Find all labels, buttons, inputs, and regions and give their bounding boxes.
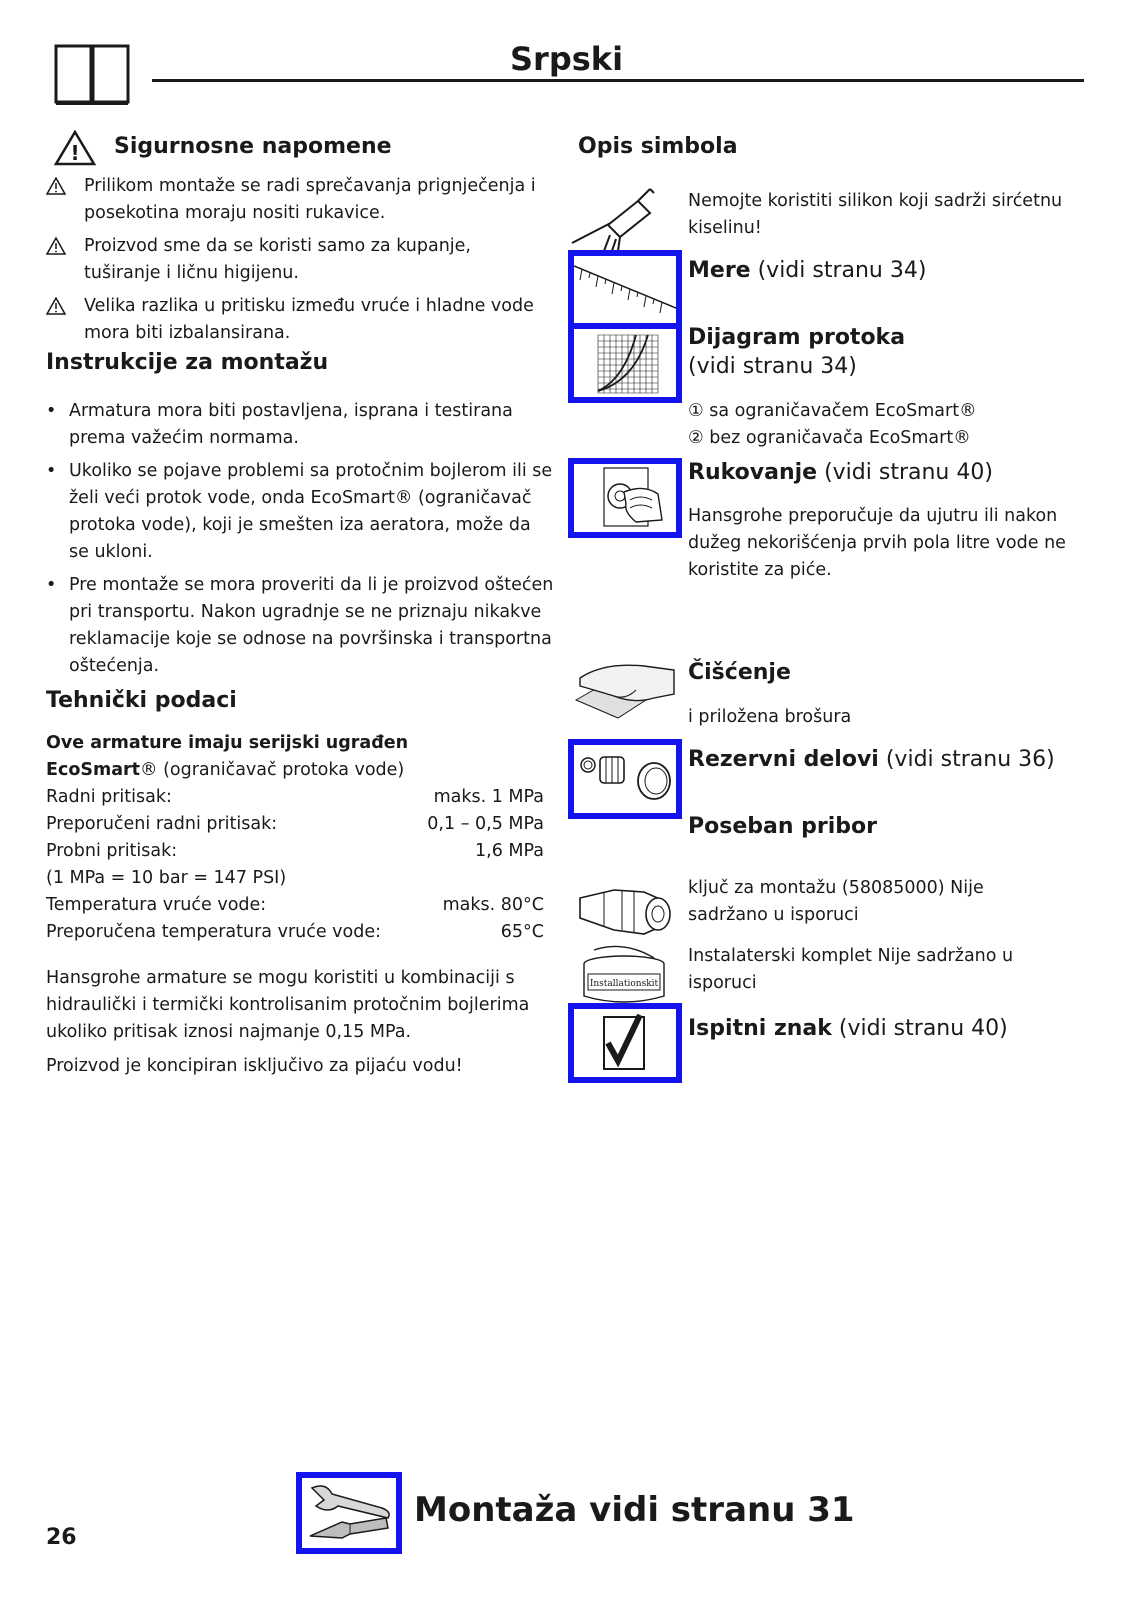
warning-icon	[46, 237, 66, 255]
mounting-key-text: ključ za montažu (58085000) Nije sadržano u isporuci	[688, 878, 984, 925]
spec-row: Preporučena temperatura vruće vode: 65°C	[46, 922, 544, 942]
safety-title: Sigurnosne napomene	[114, 134, 392, 159]
symbols-title: Opis simbola	[578, 134, 738, 159]
installation-item: • Ukoliko se pojave problemi sa protočnim bojlerom ili se želi veći protok vode, onda EcoSmart® (ograničavač protoka vode), koji je smešten iza aeratora, može da se ukloni.	[46, 461, 553, 562]
cleaning-text: i priložena brošura	[688, 707, 852, 727]
tech-intro: Ove armature imaju serijski ugrađen EcoSmart® (ograničavač protoka vode)	[46, 733, 409, 780]
flow-item-2: ② bez ograničavača EcoSmart®	[688, 428, 971, 448]
silicone-gun-icon	[570, 183, 672, 257]
dimensions-icon	[568, 250, 682, 330]
mounting-key-icon	[574, 878, 678, 946]
svg-text:Installationskit: Installationskit	[589, 979, 659, 989]
spare-parts-heading: Rezervni delovi (vidi stranu 36)	[688, 747, 1055, 772]
warning-icon	[46, 297, 66, 315]
cleaning-heading: Čišćenje	[688, 660, 791, 685]
warning-large-icon	[54, 130, 96, 170]
spec-row: Temperatura vruće vode: maks. 80°C	[46, 895, 544, 915]
flow-heading: Dijagram protoka (vidi stranu 34)	[688, 325, 906, 379]
spare-parts-icon	[568, 739, 682, 819]
spec-row: (1 MPa = 10 bar = 147 PSI)	[46, 868, 287, 888]
safety-item: Velika razlika u pritisku između vruće i hladne vode mora biti izbalansirana.	[46, 293, 546, 347]
flow-item-1: ① sa ograničavačem EcoSmart®	[688, 401, 977, 421]
montage-reference: Montaža vidi stranu 31	[414, 1490, 855, 1530]
spec-row: Preporučeni radni pritisak: 0,1 – 0,5 MPa	[46, 814, 544, 834]
tools-icon	[296, 1472, 402, 1554]
svg-text:!: !	[70, 141, 80, 165]
warning-icon	[46, 177, 66, 195]
cleaning-hand-icon	[574, 660, 678, 724]
silicone-note: Nemojte koristiti silikon koji sadrži sirćetnu kiselinu!	[688, 191, 1063, 238]
safety-item: Prilikom montaže se radi sprečavanja prignječenja i posekotina moraju nositi rukavice.	[46, 173, 546, 227]
page-number: 26	[46, 1525, 77, 1550]
page-title: Srpski	[510, 40, 624, 78]
installation-kit-icon	[574, 944, 678, 1012]
tech-note: Proizvod je koncipiran isključivo za pijaću vodu!	[46, 1056, 463, 1076]
handling-text: Hansgrohe preporučuje da ujutru ili nakon dužeg nekorišćenja prvih pola litre vode ne koristite za piće.	[688, 506, 1066, 580]
spec-row: Probni pritisak: 1,6 MPa	[46, 841, 544, 861]
installation-kit-text: Instalaterski komplet Nije sadržano u isporuci	[688, 946, 1014, 993]
tech-title: Tehnički podaci	[46, 688, 237, 713]
tech-note: Hansgrohe armature se mogu koristiti u kombinaciji s hidraulički i termički kontrolisanim protočnim bojlerima ukoliko pritisak iznosi najmanje 0,15 MPa.	[46, 968, 530, 1042]
flow-diagram-icon	[568, 323, 682, 403]
spec-row: Radni pritisak: maks. 1 MPa	[46, 787, 544, 807]
test-mark-heading: Ispitni znak (vidi stranu 40)	[688, 1016, 1008, 1041]
installation-item: • Armatura mora biti postavljena, isprana i testirana prema važećim normama.	[46, 401, 513, 448]
handling-icon	[568, 458, 682, 538]
safety-item: Proizvod sme da se koristi samo za kupanje, tuširanje i ličnu higijenu.	[46, 233, 546, 287]
installation-title: Instrukcije za montažu	[46, 350, 329, 375]
handling-heading: Rukovanje (vidi stranu 40)	[688, 460, 993, 485]
accessory-heading: Poseban pribor	[688, 814, 878, 839]
installation-item: • Pre montaže se mora proveriti da li je proizvod oštećen pri transportu. Nakon ugradnje se ne priznaju nikakve reklamacije koje se odnose na površinska i transportna oštećenja.	[46, 575, 554, 676]
dimensions-heading: Mere (vidi stranu 34)	[688, 258, 927, 283]
book-icon	[54, 44, 130, 110]
test-mark-icon	[568, 1003, 682, 1083]
title-rule	[152, 79, 1084, 82]
